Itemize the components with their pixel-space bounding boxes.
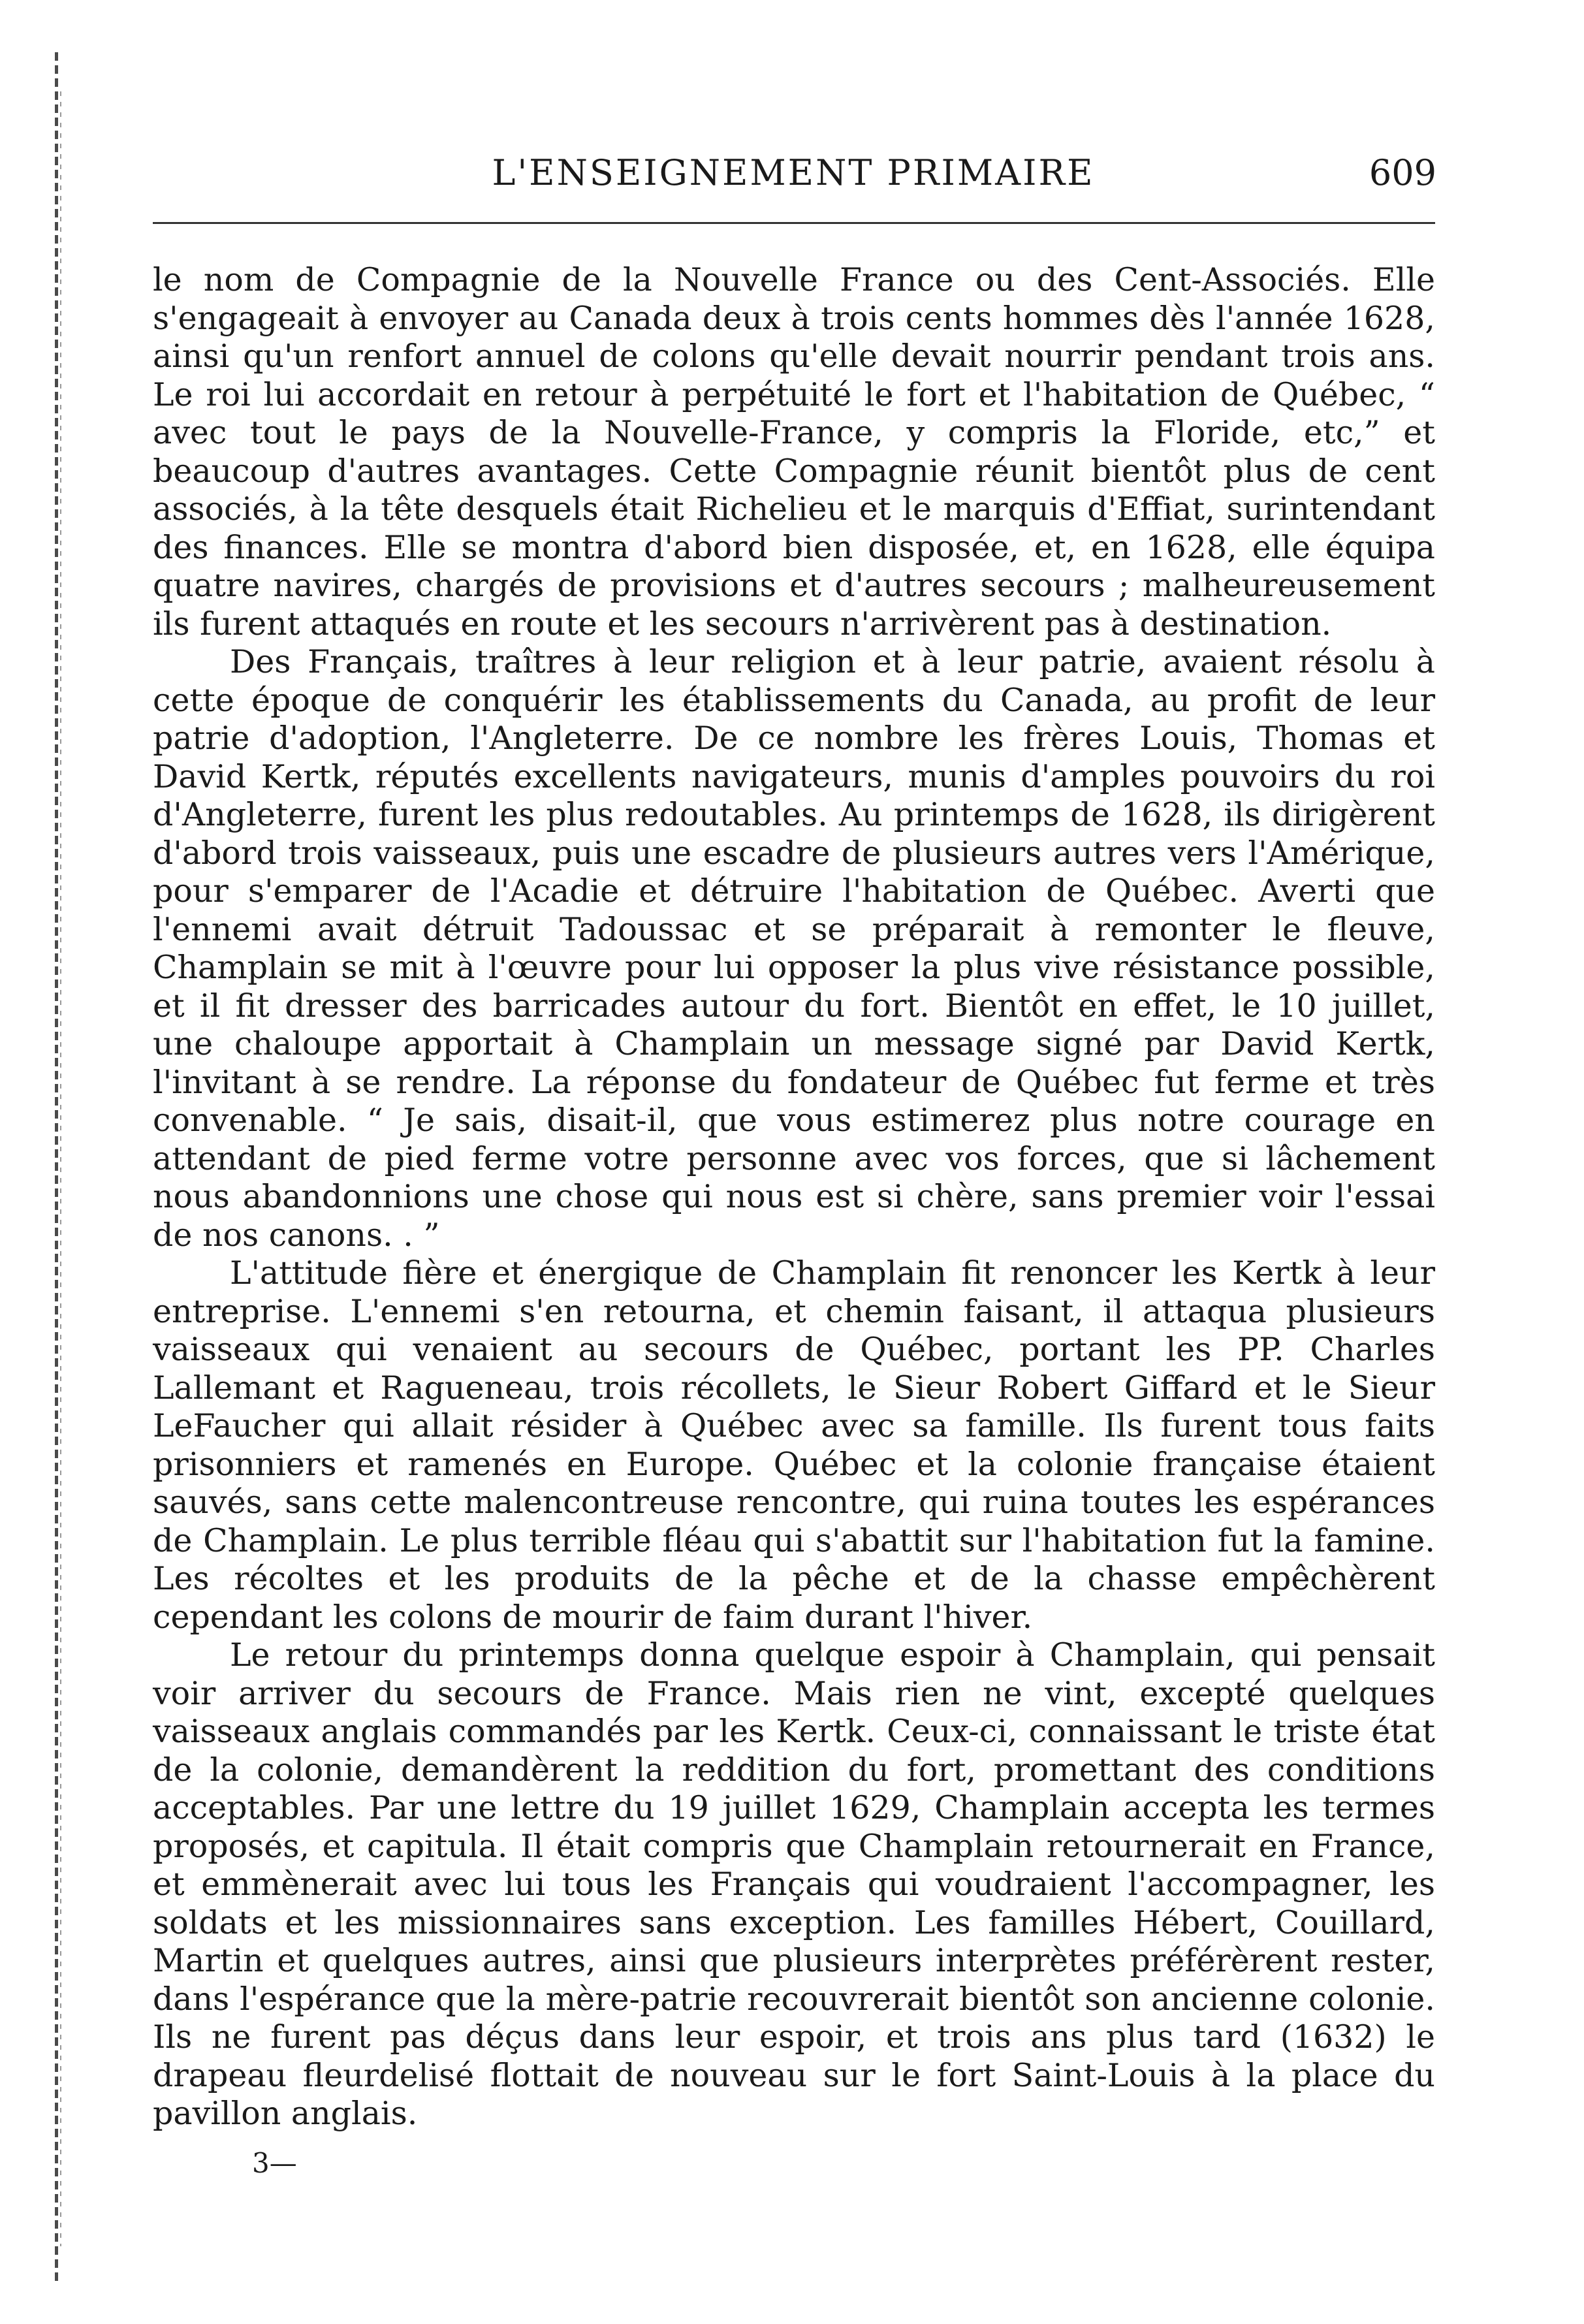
paragraph: Le retour du printemps donna quelque espoir à Champlain, qui pensait voir arriver du secours de France. Mais rien ne vint, excepté quelques vaisseaux anglais commandés par les Kertk. Ceux-ci, connaissant le triste état de la colonie, demandèrent la reddition du fort, promettant des conditions acceptables. Par une lettre du 19 juillet 1629, Champlain accepta les termes proposés, et capitula. Il était compris que Champlain retournerait en France, et emmènerait avec lui tous les Français qui voudraient l'accompagner, les soldats et les missionnaires sans exception. Les familles Hébert, Couillard, Martin et quelques autres, ainsi que plusieurs interprètes préférèrent rester, dans l'espérance que la mère-patrie recouvrerait bientôt son ancienne colonie. Ils ne furent pas déçus dans leur espoir, et trois ans plus tard (1632) le drapeau fleurdelisé flottait de nouveau sur le fort Saint-Louis à la place du pavillon anglais. bbox=[153, 1636, 1435, 2132]
binding-edge-scan-artifact bbox=[55, 52, 58, 2285]
body-text-column bbox=[153, 261, 1435, 2133]
page-header bbox=[150, 144, 1436, 202]
paragraph: le nom de Compagnie de la Nouvelle France ou des Cent-Associés. Elle s'engageait à envoyer au Canada deux à trois cents hommes dès l'année 1628, ainsi qu'un renfort annuel de colons qu'elle devait nourrir pendant trois ans. Le roi lui accordait en retour à perpétuité le fort et l'habitation de Québec, “ avec tout le pays de la Nouvelle-France, y compris la Floride, etc,” et beaucoup d'autres avantages. Cette Compagnie réunit bientôt plus de cent associés, à la tête desquels était Richelieu et le marquis d'Effiat, surintendant des finances. Elle se montra d'abord bien disposée, et, en 1628, elle équipa quatre navires, chargés de provisions et d'autres secours ; malheureusement ils furent attaqués en route et les secours n'arrivèrent pas à destination. bbox=[153, 261, 1435, 643]
running-title: L'ENSEIGNEMENT PRIMAIRE bbox=[492, 152, 1095, 193]
binding-edge-scan-artifact-inner bbox=[60, 91, 61, 2246]
signature-mark: 3— bbox=[252, 2147, 297, 2179]
paragraph: L'attitude fière et énergique de Champlain fit renoncer les Kertk à leur entreprise. L'ennemi s'en retourna, et chemin faisant, il attaqua plusieurs vaisseaux qui venaient au secours de Québec, portant les PP. Charles Lallemant et Ragueneau, trois récollets, le Sieur Robert Giffard et le Sieur LeFaucher qui allait résider à Québec avec sa famille. Ils furent tous faits prisonniers et ramenés en Europe. Québec et la colonie française étaient sauvés, sans cette malencontreuse rencontre, qui ruina toutes les espérances de Champlain. Le plus terrible fléau qui s'abattit sur l'habitation fut la famine. Les récoltes et les produits de la pêche et de la chasse empêchèrent cependant les colons de mourir de faim durant l'hiver. bbox=[153, 1254, 1435, 1636]
header-rule bbox=[153, 222, 1435, 224]
paragraph: Des Français, traîtres à leur religion et à leur patrie, avaient résolu à cette époque de conquérir les établissements du Canada, au profit de leur patrie d'adoption, l'Angleterre. De ce nombre les frères Louis, Thomas et David Kertk, réputés excellents navigateurs, munis d'amples pouvoirs du roi d'Angleterre, furent les plus redoutables. Au printemps de 1628, ils dirigèrent d'abord trois vaisseaux, puis une escadre de plusieurs autres vers l'Amérique, pour s'emparer de l'Acadie et détruire l'habitation de Québec. Averti que l'ennemi avait détruit Tadoussac et se préparait à remonter le fleuve, Champlain se mit à l'œuvre pour lui opposer la plus vive résistance possible, et il fit dresser des barricades autour du fort. Bientôt en effet, le 10 juillet, une chaloupe apportait à Champlain un message signé par David Kertk, l'invitant à se rendre. La réponse du fondateur de Québec fut ferme et très convenable. “ Je sais, disait-il, que vous estimerez plus notre courage en attendant de pied ferme votre personne avec vos forces, que si lâchement nous abandonnions une chose qui nous est si chère, sans premier voir l'essai de nos canons. . ” bbox=[153, 643, 1435, 1254]
page-number: 609 bbox=[1369, 152, 1436, 193]
